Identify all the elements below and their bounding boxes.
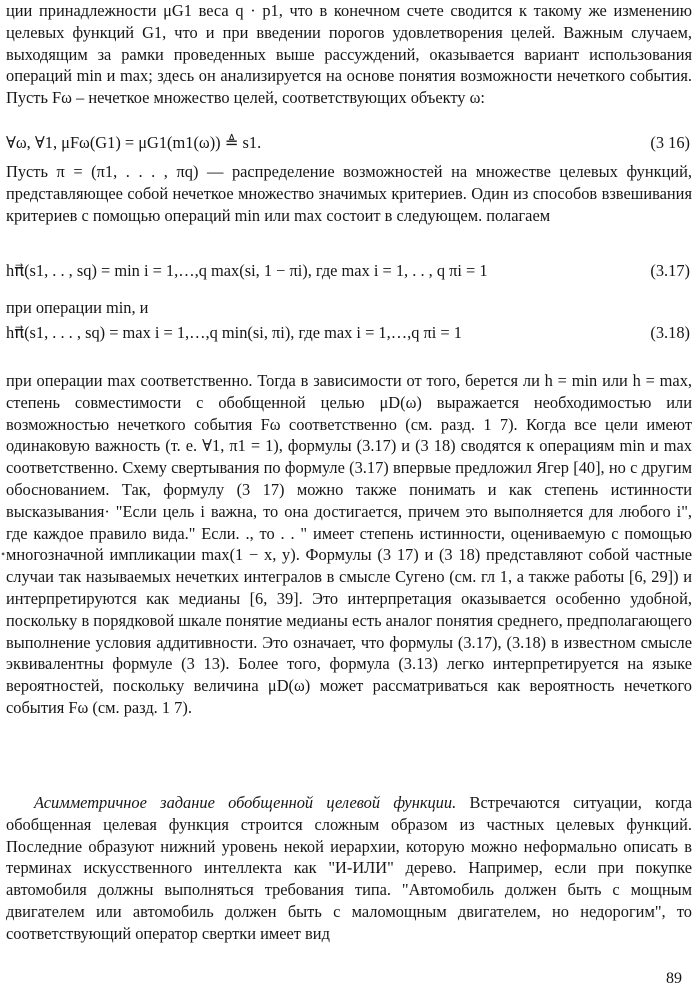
formula-3-18-expression: hπ⃗(s1, . . . , sq) = max i = 1,…,q min(si, πi), где max i = 1,…,q πi = 1	[6, 323, 462, 342]
paragraph-interpretation: при операции max соответственно. Тогда в зависимости от того, берется ли h = min или h = max, степень совместимости с обобщенной целью μD(ω) выражается необходимостью или возможностью нечеткого события Fω соответственно (см. разд. 1 7). Когда все цели имеют одинаковую важность (т. е. ∀1, π1 = 1), формулы (3.17) и (3 18) сводятся к операциям min и max соответственно. Схему свертывания по формуле (3.17) впервые предложил Ягер [40], но с другим обоснованием. Так, формулу (3 17) можно также понимать и как степень истинности высказывания· "Если цель i важна, то она достигается, причем это выполняется для любого i", где каждое правило вида." Если. ., то . . " имеет степень истинности, оцениваемую с помощью многозначной импликации max(1 − x, y). Формулы (3 17) и (3 18) представляют собой частные случаи так называемых нечетких интегралов в смысле Сугено (см. гл 1, а также работы [6, 29]) и интерпретируются как медианы [6, 39]. Это интерпретация оказывается особенно удобной, поскольку в порядковой шкале понятие медианы есть аналог понятия среднего, предполагающего выполнение условия аддитивности. Это означает, что формулы (3.17), (3.18) в известном смысле эквивалентны формуле (3 13). Более того, формула (3.13) легко интерпретируется на языке вероятностей, поскольку величина μD(ω) может рассматриваться как вероятность нечеткого события Fω (см. разд. 1 7).	[6, 371, 692, 717]
section-heading-asymmetric: Асимметричное задание обобщенной целевой функции.	[34, 793, 457, 812]
page-number: 89	[666, 970, 682, 987]
margin-mark: •	[1, 547, 6, 561]
paragraph-intro: ции принадлежности μG1 веса q · p1, что в конечном счете сводится к такому же изменению целевых функций G1, что и при введении порогов удовлетворения целей. Важным случаем, выходящим за рамки проведенных выше рассуждений, оказывается вариант использования операций min и max; здесь он анализируется на основе понятия возможности нечеткого события. Пусть Fω – нечеткое множество целей, соответствующих объекту ω:	[6, 1, 692, 108]
paragraph-asymmetric-body: Встречаются ситуации, когда обобщенная целевая функция строится сложным образом из частных целевых функций. Последние образуют нижний уровень некой иерархии, которую можно неформально описать в терминах искусственного интеллекта как "И-ИЛИ" дерево. Например, если при покупке автомобиля должны выполняться требования типа. "Автомобиль должен быть с мощным двигателем или автомобиль должен быть с маломощным двигателем, но недорогим", то соответствующий оператор свертки имеет вид	[6, 793, 693, 943]
paragraph-possibility-distribution: Пусть π = (π1, . . . , πq) — распределение возможностей на множестве целевых функций, представляющее собой нечеткое множество значимых критериев. Один из способов взвешивания критериев с помощью операций min или max состоит в следующем. полагаем	[6, 162, 692, 225]
formula-3-16-number: (3 16)	[650, 133, 690, 152]
formula-3-17-expression: hπ⃗(s1, . . , sq) = min i = 1,…,q max(si, 1 − πi), где max i = 1, . . , q πi = 1	[6, 261, 488, 280]
formula-3-16	[6, 128, 692, 158]
formula-3-17-number: (3.17)	[650, 261, 690, 280]
formula-3-17	[6, 256, 692, 286]
paragraph-min-operation: при операции min, и	[6, 298, 149, 317]
formula-3-18-number: (3.18)	[650, 323, 690, 342]
formula-3-16-expression: ∀ω, ∀1, μFω(G1) = μG1(m1(ω)) ≜ s1.	[6, 133, 262, 152]
formula-3-18	[6, 318, 692, 348]
paragraph-asymmetric	[6, 792, 692, 945]
